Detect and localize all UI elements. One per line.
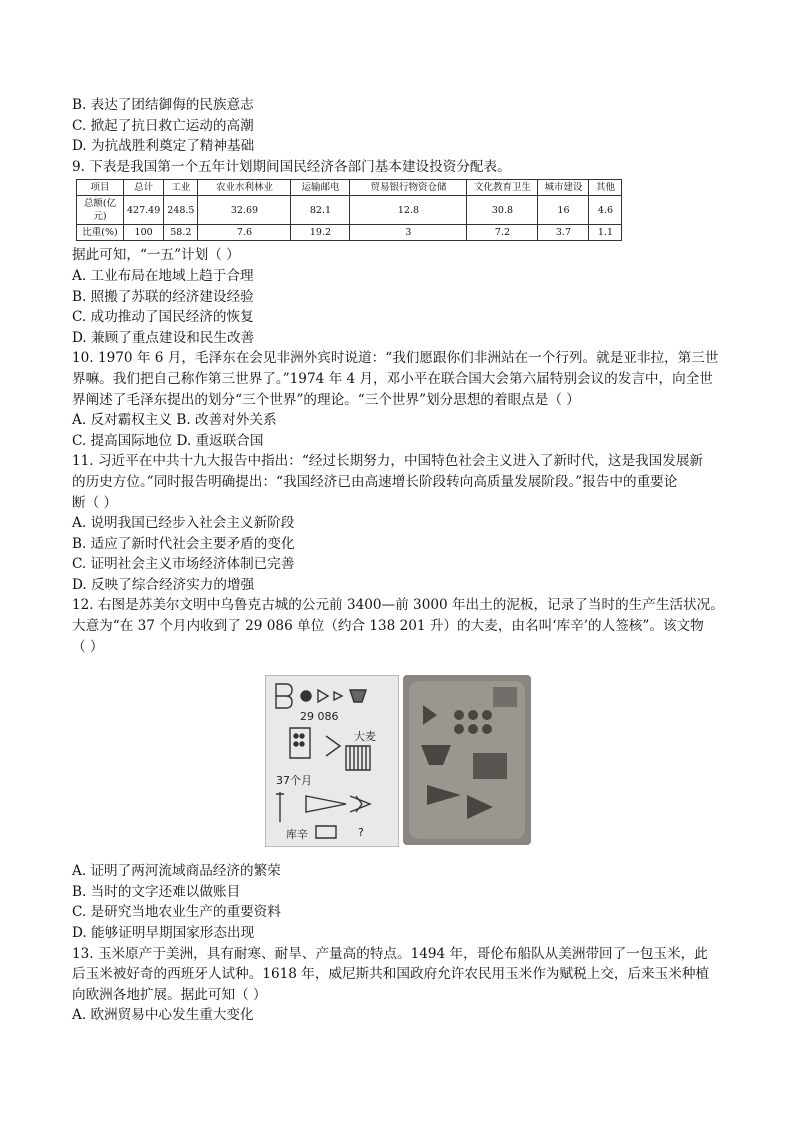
q9-option-a: A. 工业布局在地域上趋于合理: [72, 267, 254, 284]
table-cell: 248.5: [164, 196, 198, 225]
tablet-photo: [403, 675, 531, 845]
table-cell: 12.8: [350, 196, 467, 225]
q13-stem-line: 13. 玉米原产于美洲，具有耐寒、耐旱、产量高的特点。1494 年，哥伦布船队从美洲带回了一包玉米，此: [72, 945, 708, 962]
table-cell: 总额(亿元): [77, 196, 124, 225]
question-11: [72, 451, 724, 595]
q11-option-b: B. 适应了新时代社会主要矛盾的变化: [72, 535, 295, 552]
question-9: [72, 157, 724, 349]
table-header-cell: 文化教育卫生: [467, 180, 538, 196]
q10-options-cd: C. 提高国际地位 D. 重返联合国: [72, 432, 264, 449]
q9-prompt: 据此可知，“一五”计划（ ）: [72, 247, 240, 264]
q12-stem-line: 大意为“在 37 个月内收到了 29 086 单位（约合 138 201 升）的大麦，由名叫‘库辛’的人签核”。该文物: [72, 618, 704, 635]
tablet-photo-sketch: [403, 675, 531, 845]
q13-stem-line: 向欧洲各地扩展。据此可知（ ）: [72, 986, 267, 1003]
q11-option-c: C. 证明社会主义市场经济体制已完善: [72, 556, 295, 573]
q8-option-b: B. 表达了团结御侮的民族意志: [72, 97, 254, 113]
q10-stem-line: 界阐述了毛泽东提出的划分“三个世界”的理论。“三个世界”划分思想的着眼点是（ ）: [72, 391, 580, 408]
q12-option-d: D. 能够证明早期国家形态出现: [72, 925, 255, 942]
clay-tablet-figure: [265, 675, 533, 847]
q11-stem-line: 11. 习近平在中共十九大报告中指出：“经过长期努力，中国特色社会主义进入了新时代，这是我国发展新: [72, 453, 704, 470]
q10-stem-line: 10. 1970 年 6 月，毛泽东在会见非洲外宾时说道：“我们愿跟你们非洲站在一个行列。就是亚非拉，第三世: [72, 350, 719, 367]
table-header-cell: 其他: [589, 180, 622, 196]
question-10: [72, 348, 724, 451]
table-cell: 1.1: [589, 225, 622, 241]
table-header-cell: 运输邮电: [291, 180, 350, 196]
table-row: [77, 196, 622, 225]
q11-option-a: A. 说明我国已经步入社会主义新阶段: [72, 515, 295, 532]
q13-stem-line: 后玉米被好奇的西班牙人试种。1618 年，威尼斯共和国政府允许农民用玉米作为赋税上交，后来玉米种植: [72, 966, 710, 983]
label-number: 29 086: [300, 710, 339, 724]
table-cell: 32.69: [198, 196, 291, 225]
investment-table: [76, 179, 622, 241]
q9-stem: 9. 下表是我国第一个五年计划期间国民经济各部门基本建设投资分配表。: [72, 158, 511, 175]
q9-option-b: B. 照搬了苏联的经济建设经验: [72, 288, 254, 305]
table-cell: 427.49: [124, 196, 164, 225]
q12-stem-line: 12. 右图是苏美尔文明中乌鲁克古城的公元前 3400—前 3000 年出土的泥板，记录了当时的生产生活状况。: [72, 597, 724, 614]
table-cell: 30.8: [467, 196, 538, 225]
table-cell: 3.7: [538, 225, 589, 241]
tablet-transcription-panel: [265, 675, 399, 847]
q11-stem-line: 断（ ）: [72, 494, 118, 511]
table-cell: 3: [350, 225, 467, 241]
label-barley: 大麦: [354, 730, 376, 744]
q9-option-d: D. 兼顾了重点建设和民生改善: [72, 329, 255, 346]
table-row: [77, 225, 622, 241]
table-cell: 4.6: [589, 196, 622, 225]
table-header-cell: 项目: [77, 180, 124, 196]
table-header-cell: 农业水利林业: [198, 180, 291, 196]
table-cell: 7.6: [198, 225, 291, 241]
q12-option-c: C. 是研究当地农业生产的重要资料: [72, 904, 281, 921]
q12-stem-line: （ ）: [72, 638, 104, 655]
exam-page: [72, 95, 724, 1026]
q8-options: [72, 95, 724, 157]
q12-option-b: B. 当时的文字还难以做账目: [72, 883, 241, 900]
table-cell: 7.2: [467, 225, 538, 241]
cuneiform-sketch: [266, 676, 398, 846]
label-unknown: ?: [358, 826, 364, 840]
q10-options-ab: A. 反对霸权主义 B. 改善对外关系: [72, 412, 277, 429]
table-header-row: [77, 180, 622, 196]
label-months: 37个月: [276, 774, 312, 788]
q11-option-d: D. 反映了综合经济实力的增强: [72, 576, 255, 593]
table-cell: 比重(%): [77, 225, 124, 241]
label-name: 库辛: [286, 828, 308, 842]
q8-option-c: C. 掀起了抗日救亡运动的高潮: [72, 117, 254, 134]
table-cell: 19.2: [291, 225, 350, 241]
question-12: [72, 595, 724, 943]
table-header-cell: 城市建设: [538, 180, 589, 196]
table-header-cell: 总计: [124, 180, 164, 196]
table-cell: 16: [538, 196, 589, 225]
q10-stem-line: 界嘛。我们把自己称作第三世界了。”1974 年 4 月，邓小平在联合国大会第六届特别会议的发言中，向全世: [72, 370, 713, 387]
q11-stem-line: 的历史方位。”同时报告明确提出：“我国经济已由高速增长阶段转向高质量发展阶段。”报告中的重要论: [72, 473, 678, 490]
q12-option-a: A. 证明了两河流域商品经济的繁荣: [72, 863, 281, 880]
table-header-cell: 贸易银行物资仓储: [350, 180, 467, 196]
q8-option-d: D. 为抗战胜利奠定了精神基础: [72, 138, 255, 155]
table-cell: 100: [124, 225, 164, 241]
table-cell: 82.1: [291, 196, 350, 225]
question-13: [72, 944, 724, 1026]
q9-option-c: C. 成功推动了国民经济的恢复: [72, 309, 254, 326]
table-header-cell: 工业: [164, 180, 198, 196]
table-cell: 58.2: [164, 225, 198, 241]
q13-option-a: A. 欧洲贸易中心发生重大变化: [72, 1007, 254, 1024]
